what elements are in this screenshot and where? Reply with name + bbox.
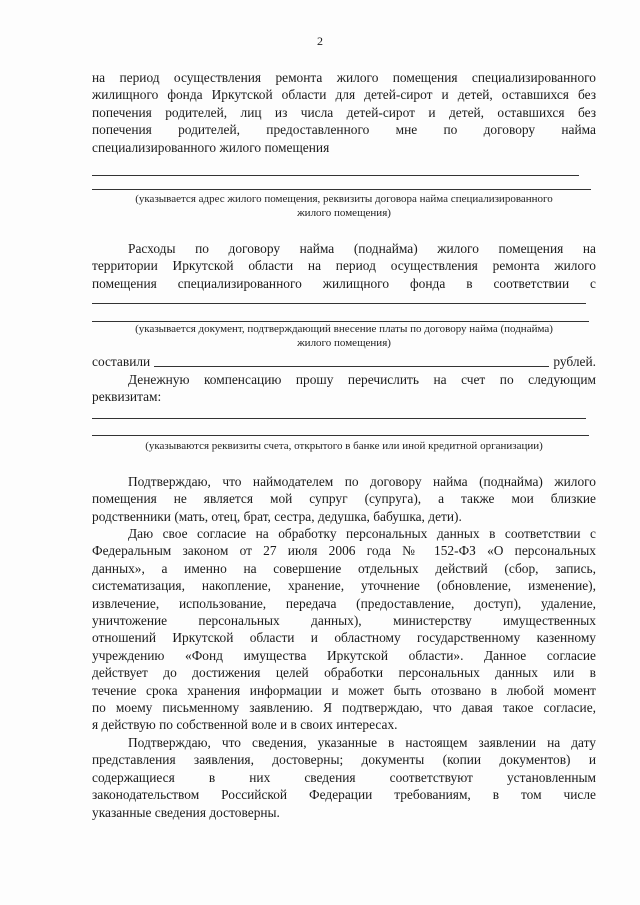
text-line: действует до достижения целей обработки персональных данных или в bbox=[92, 665, 596, 681]
text-line: Расходы по договору найма (поднайма) жилого помещения на bbox=[128, 241, 596, 256]
text-line: данных», а именно на совершение отдельных действий (сбор, запись, bbox=[92, 560, 596, 576]
text-line: представления заявления, достоверны; документы (копии документов) и bbox=[92, 752, 596, 768]
text-line: Денежную компенсацию прошу перечислить на счет по следующим bbox=[128, 372, 596, 387]
text-line: отношений Иркутской области и областному государственному казенному bbox=[92, 630, 596, 646]
text-line: Подтверждаю, что наймодателем по договору найма (поднайма) жилого bbox=[128, 474, 596, 489]
text-line: жилищного фонда Иркутской области для детей-сирот и детей, оставшихся без bbox=[92, 87, 596, 103]
text-line: помещения не является мой супруг (супруга), а также мои близкие bbox=[92, 491, 596, 507]
text-line: помещения специализированного жилищного фонда в соответствии с bbox=[92, 275, 596, 291]
confirm-landlord-paragraph bbox=[92, 473, 596, 525]
text-line: извлечение, использование, передача (предоставление, доступ), удаление, bbox=[92, 595, 596, 611]
document-caption: (указывается документ, подтверждающий внесение платы по договору найма (поднайма) жилого помещения) bbox=[135, 323, 553, 349]
amount-suffix: рублей. bbox=[553, 353, 596, 369]
address-fill-line-2[interactable] bbox=[92, 189, 591, 190]
text-line: указанные сведения достоверны. bbox=[92, 804, 280, 820]
address-caption: (указывается адрес жилого помещения, реквизиты договора найма специализированного жилого помещения) bbox=[135, 193, 553, 219]
text-line: содержащиеся в них сведения соответствуют установленным bbox=[92, 769, 596, 785]
consent-paragraph bbox=[92, 525, 596, 734]
address-fill-line-1[interactable] bbox=[92, 175, 579, 176]
text-line: течение срока хранения информации и может быть отозвано в любой момент bbox=[92, 682, 596, 698]
text-line: попечения родителей, лиц из числа детей-сирот и детей, оставшихся без bbox=[92, 104, 596, 120]
text-line: родственники (мать, отец, брат, сестра, дедушка, бабушка, дети). bbox=[92, 508, 462, 524]
text-line: Федеральным законом от 27 июля 2006 года № 152-ФЗ «О персональных bbox=[92, 543, 596, 559]
bank-fill-line-1[interactable] bbox=[92, 418, 586, 419]
page-number: 2 bbox=[317, 34, 323, 48]
confirm-info-paragraph bbox=[92, 734, 596, 821]
text-line: попечения родителей, предоставленного мне по договору найма bbox=[92, 122, 596, 138]
text-line: систематизация, накопление, хранение, уточнение (обновление, изменение), bbox=[92, 578, 596, 594]
text-line: по моему письменному заявлению. Я подтверждаю, что давая такое согласие, bbox=[92, 699, 596, 715]
text-line: я действую по собственной воле и в своих интересах. bbox=[92, 717, 398, 733]
text-line: учреждению «Фонд имущества Иркутской области». Данное согласие bbox=[92, 647, 596, 663]
text-line: специализированного жилого помещения bbox=[92, 139, 330, 155]
text-line: территории Иркутской области на период осуществления ремонта жилого bbox=[92, 258, 596, 274]
document-fill-line-1[interactable] bbox=[92, 303, 586, 304]
text-line: Даю свое согласие на обработку персональных данных в соответствии с bbox=[128, 526, 596, 541]
text-line: на период осуществления ремонта жилого помещения специализированного bbox=[92, 70, 596, 85]
compensation-paragraph bbox=[92, 371, 596, 406]
amount-fill-line[interactable] bbox=[154, 366, 549, 367]
text-line: Подтверждаю, что сведения, указанные в настоящем заявлении на дату bbox=[128, 735, 596, 750]
bank-caption: (указываются реквизиты счета, открытого в банке или иной кредитной организации) bbox=[145, 440, 543, 452]
text-line: реквизитам: bbox=[92, 389, 162, 405]
text-line: уничтожение персональных данных), министерству имущественных bbox=[92, 612, 596, 628]
text-line: законодательством Российской Федерации требованиям, в том числе bbox=[92, 787, 596, 803]
amount-row bbox=[92, 353, 596, 370]
amount-prefix: составили bbox=[92, 353, 151, 369]
intro-paragraph bbox=[92, 69, 596, 156]
expenses-paragraph bbox=[92, 240, 596, 292]
bank-fill-line-2[interactable] bbox=[92, 435, 589, 436]
